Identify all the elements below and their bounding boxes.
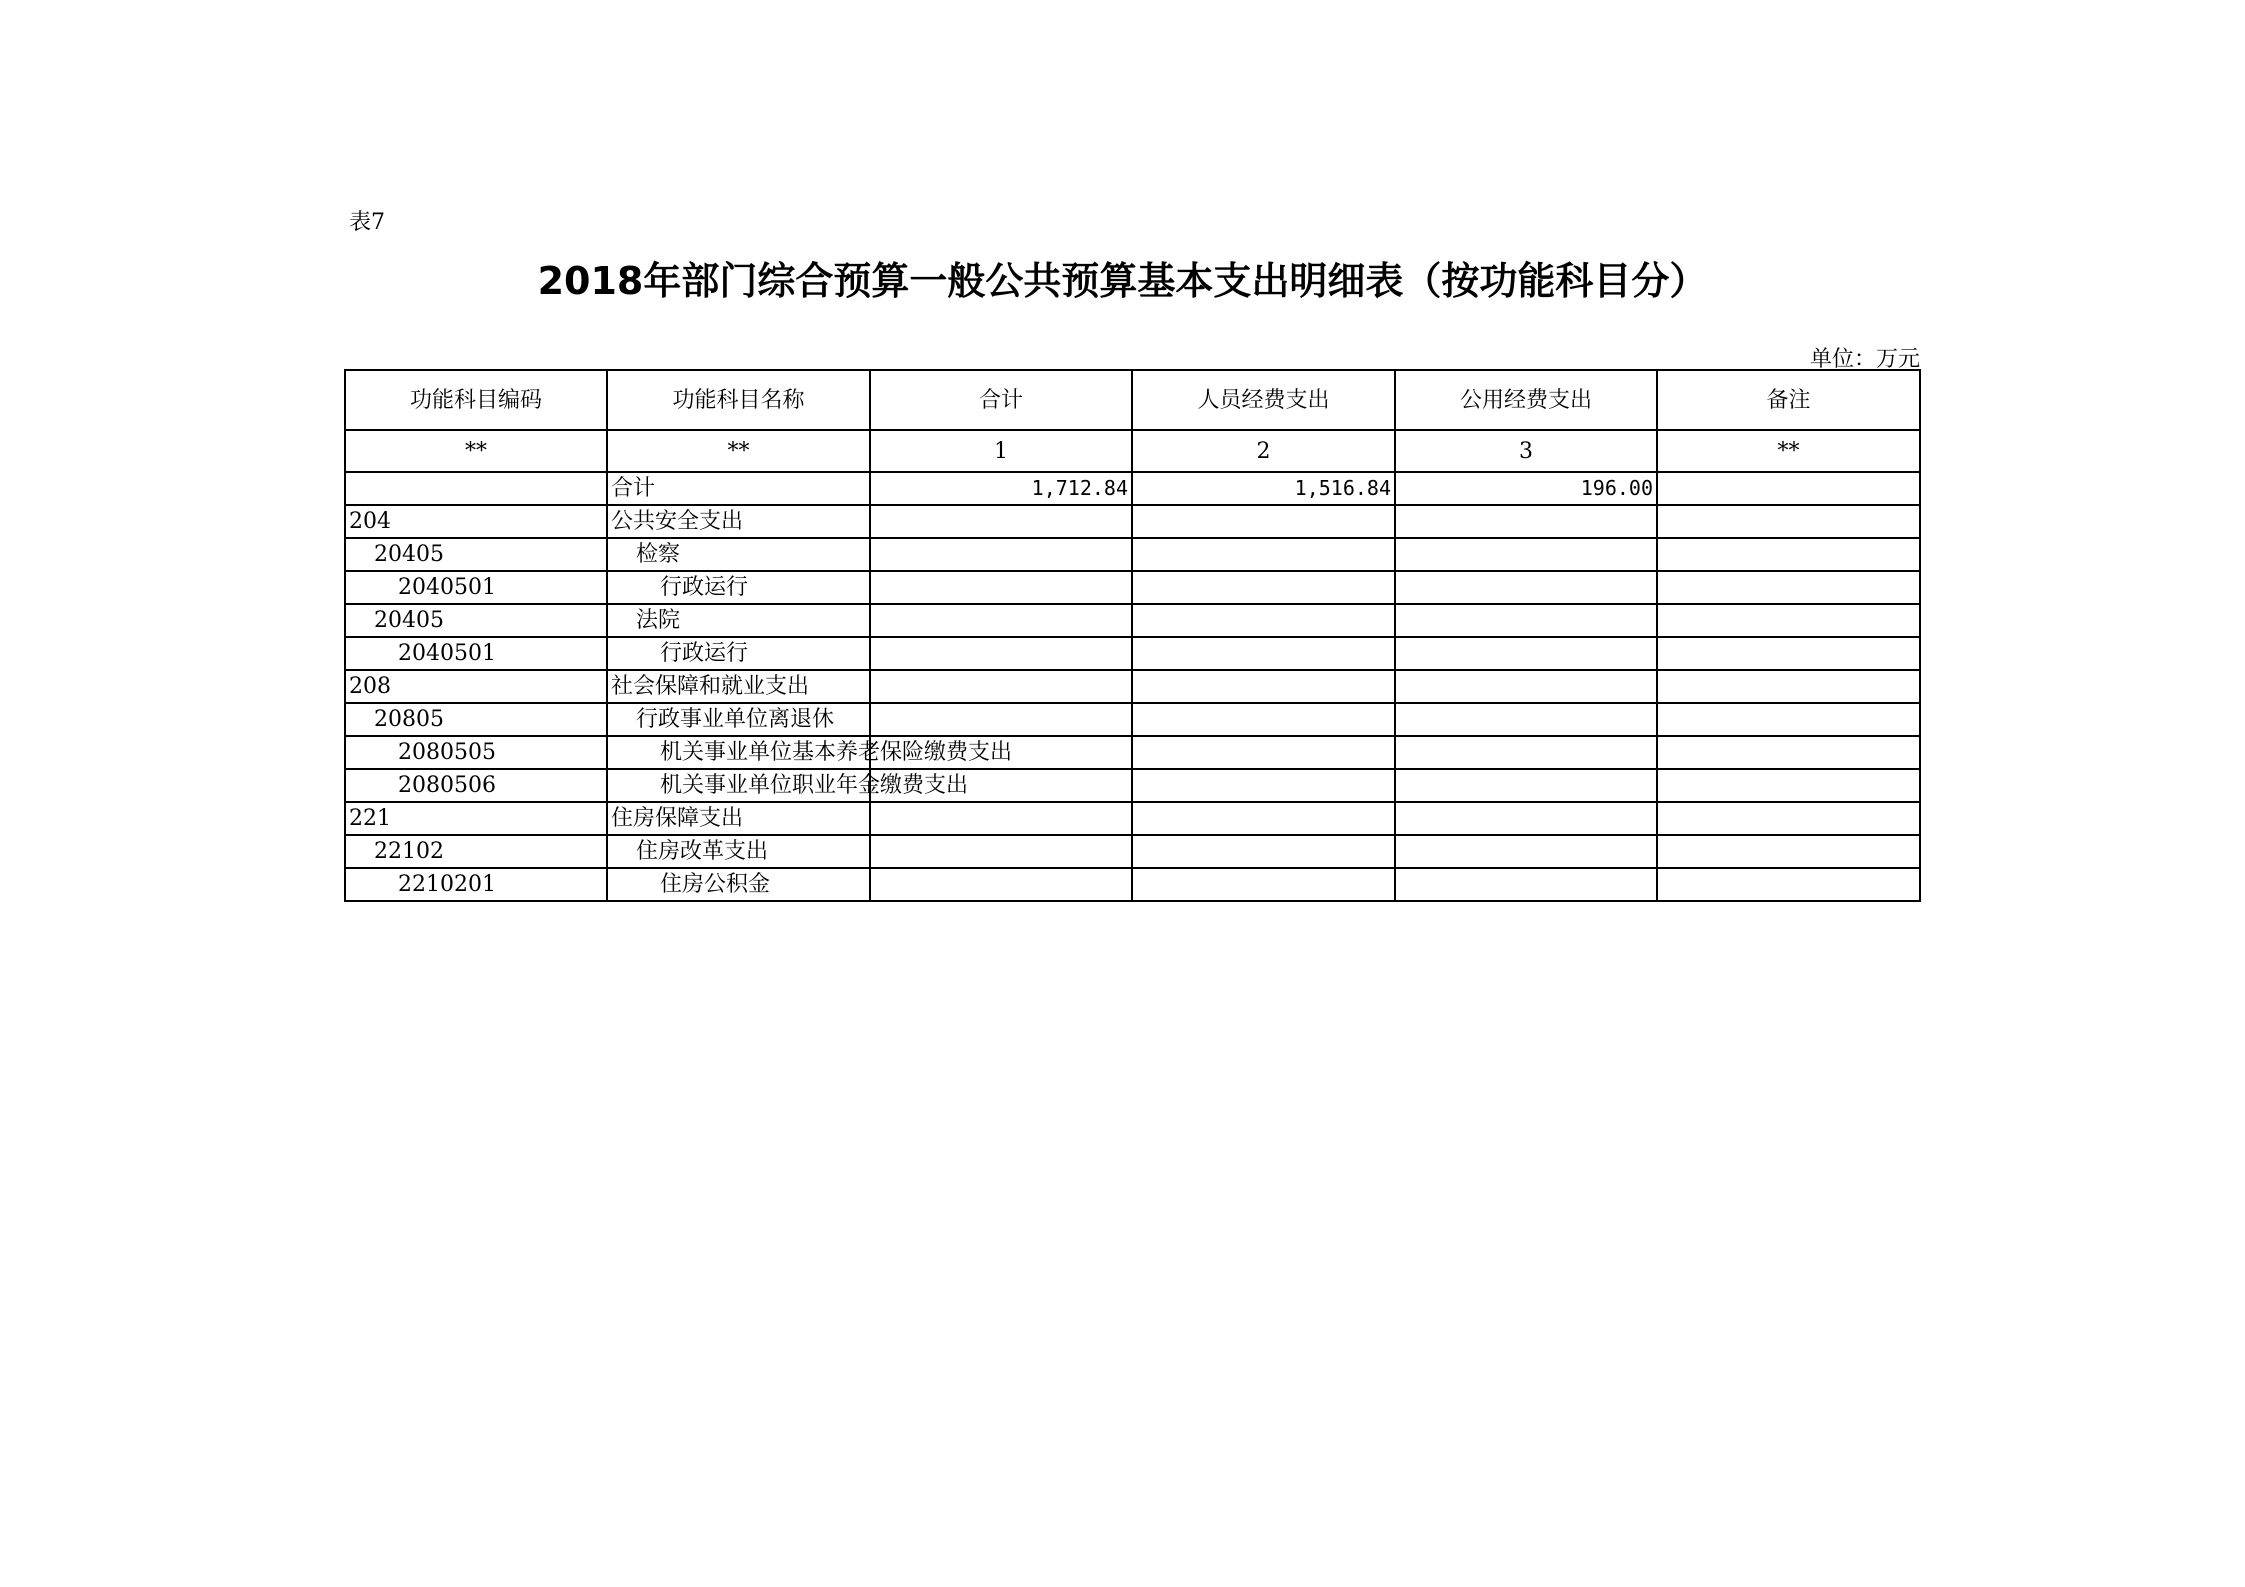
index-cell: ** <box>1657 430 1920 472</box>
note-cell <box>1657 736 1920 769</box>
personnel-cell <box>1132 670 1395 703</box>
code-cell: 2040501 <box>345 571 607 604</box>
table-row <box>345 802 1920 835</box>
code-cell: 20405 <box>345 538 607 571</box>
total-cell <box>870 538 1132 571</box>
note-cell <box>1657 538 1920 571</box>
personnel-cell <box>1132 769 1395 802</box>
table-row <box>345 868 1920 901</box>
index-cell: 1 <box>870 430 1132 472</box>
table-row <box>345 703 1920 736</box>
name-cell: 行政事业单位离退休 <box>607 703 870 736</box>
name-cell: 合计 <box>607 472 870 505</box>
name-cell: 机关事业单位基本养老保险缴费支出 <box>607 736 870 769</box>
name-cell: 住房保障支出 <box>607 802 870 835</box>
public-cell <box>1395 637 1657 670</box>
table-row <box>345 835 1920 868</box>
table-row <box>345 538 1920 571</box>
code-cell: 22102 <box>345 835 607 868</box>
public-cell <box>1395 835 1657 868</box>
index-cell: ** <box>345 430 607 472</box>
total-cell: 1,712.84 <box>870 472 1132 505</box>
personnel-cell <box>1132 604 1395 637</box>
personnel-cell <box>1132 868 1395 901</box>
public-cell <box>1395 769 1657 802</box>
name-cell: 机关事业单位职业年金缴费支出 <box>607 769 870 802</box>
code-cell: 2210201 <box>345 868 607 901</box>
personnel-cell <box>1132 736 1395 769</box>
note-cell <box>1657 637 1920 670</box>
note-cell <box>1657 571 1920 604</box>
public-cell <box>1395 538 1657 571</box>
budget-table <box>344 369 1921 902</box>
code-cell: 2040501 <box>345 637 607 670</box>
header-public: 公用经费支出 <box>1395 370 1657 430</box>
personnel-cell <box>1132 835 1395 868</box>
total-cell <box>870 637 1132 670</box>
total-cell <box>870 571 1132 604</box>
personnel-cell <box>1132 538 1395 571</box>
public-cell <box>1395 703 1657 736</box>
code-cell: 20405 <box>345 604 607 637</box>
name-cell: 住房公积金 <box>607 868 870 901</box>
table-row <box>345 637 1920 670</box>
table-row <box>345 472 1920 505</box>
note-cell <box>1657 604 1920 637</box>
public-cell <box>1395 736 1657 769</box>
personnel-cell: 1,516.84 <box>1132 472 1395 505</box>
index-cell: ** <box>607 430 870 472</box>
public-cell <box>1395 571 1657 604</box>
header-row <box>345 370 1920 430</box>
name-cell: 公共安全支出 <box>607 505 870 538</box>
page-title: 2018年部门综合预算一般公共预算基本支出明细表（按功能科目分） <box>537 259 1708 303</box>
code-cell: 20805 <box>345 703 607 736</box>
table-row <box>345 571 1920 604</box>
total-cell <box>870 802 1132 835</box>
code-cell: 2080506 <box>345 769 607 802</box>
code-cell: 2080505 <box>345 736 607 769</box>
note-cell <box>1657 802 1920 835</box>
code-cell <box>345 472 607 505</box>
total-cell <box>870 670 1132 703</box>
table-row <box>345 604 1920 637</box>
personnel-cell <box>1132 802 1395 835</box>
note-cell <box>1657 703 1920 736</box>
header-personnel: 人员经费支出 <box>1132 370 1395 430</box>
public-cell <box>1395 802 1657 835</box>
index-cell: 2 <box>1132 430 1395 472</box>
name-cell: 社会保障和就业支出 <box>607 670 870 703</box>
code-cell: 204 <box>345 505 607 538</box>
code-cell: 221 <box>345 802 607 835</box>
total-cell <box>870 505 1132 538</box>
name-cell: 行政运行 <box>607 571 870 604</box>
note-cell <box>1657 670 1920 703</box>
note-cell <box>1657 835 1920 868</box>
index-cell: 3 <box>1395 430 1657 472</box>
public-cell: 196.00 <box>1395 472 1657 505</box>
personnel-cell <box>1132 571 1395 604</box>
header-note: 备注 <box>1657 370 1920 430</box>
table-row <box>345 505 1920 538</box>
table-row <box>345 670 1920 703</box>
total-cell <box>870 703 1132 736</box>
note-cell <box>1657 472 1920 505</box>
public-cell <box>1395 505 1657 538</box>
header-code: 功能科目编码 <box>345 370 607 430</box>
header-total: 合计 <box>870 370 1132 430</box>
public-cell <box>1395 670 1657 703</box>
note-cell <box>1657 505 1920 538</box>
name-cell: 检察 <box>607 538 870 571</box>
index-row <box>345 430 1920 472</box>
name-cell: 法院 <box>607 604 870 637</box>
table-number-label: 表7 <box>349 210 385 235</box>
code-cell: 208 <box>345 670 607 703</box>
total-cell <box>870 835 1132 868</box>
note-cell <box>1657 769 1920 802</box>
total-cell <box>870 604 1132 637</box>
unit-label: 单位：万元 <box>1809 347 1920 372</box>
public-cell <box>1395 604 1657 637</box>
public-cell <box>1395 868 1657 901</box>
personnel-cell <box>1132 637 1395 670</box>
name-cell: 住房改革支出 <box>607 835 870 868</box>
note-cell <box>1657 868 1920 901</box>
personnel-cell <box>1132 703 1395 736</box>
header-name: 功能科目名称 <box>607 370 870 430</box>
table-row <box>345 769 1920 802</box>
total-cell <box>870 868 1132 901</box>
personnel-cell <box>1132 505 1395 538</box>
name-cell: 行政运行 <box>607 637 870 670</box>
table-row <box>345 736 1920 769</box>
